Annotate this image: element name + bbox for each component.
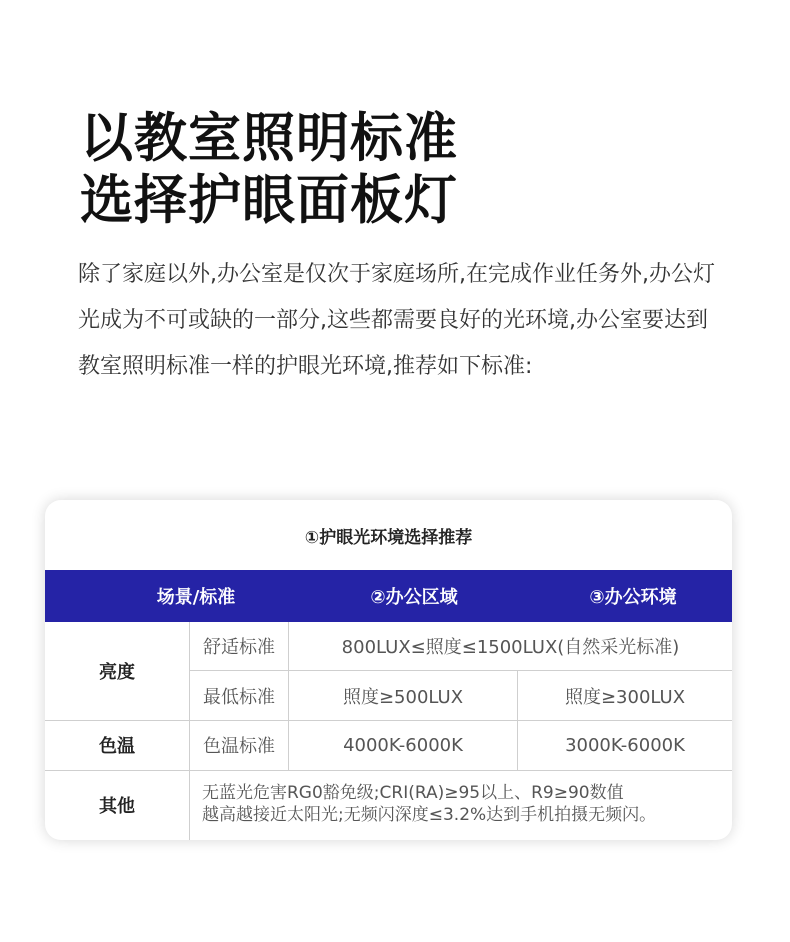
header-scene: 场景/标准	[156, 587, 236, 608]
table-header	[45, 570, 732, 622]
grid-line	[45, 770, 732, 771]
recommendation-card	[45, 500, 732, 840]
header-office-area: ②办公区域	[370, 587, 458, 608]
color-temp-office-area: 4000K-6000K	[343, 734, 463, 756]
grid-line	[189, 622, 190, 840]
other-line-1: 无蓝光危害RG0豁免级;CRI(RA)≥95以上、R9≥90数值	[202, 783, 624, 803]
sub-label-comfort: 舒适标准	[203, 637, 275, 658]
sub-label-minimum: 最低标准	[203, 686, 275, 708]
header-office-env: ③办公环境	[589, 587, 677, 608]
sub-label-color-temp: 色温标准	[203, 736, 275, 757]
other-line-2: 越高越接近太阳光;无频闪深度≤3.2%达到手机拍摄无频闪。	[202, 805, 657, 825]
grid-line	[288, 622, 289, 770]
row-label-color-temp: 色温	[99, 736, 135, 757]
min-office-area: 照度≥500LUX	[342, 686, 464, 708]
title-line-1: 以教室照明标准	[80, 108, 458, 169]
page-title	[80, 108, 458, 232]
color-temp-office-env: 3000K-6000K	[565, 734, 685, 756]
title-line-2: 选择护眼面板灯	[80, 170, 458, 231]
grid-line	[517, 671, 518, 770]
min-office-env: 照度≥300LUX	[564, 686, 686, 708]
comfort-value: 800LUX≤照度≤1500LUX(自然采光标准)	[341, 637, 680, 658]
row-label-other: 其他	[99, 796, 135, 817]
other-description	[190, 770, 732, 840]
intro-paragraph: 除了家庭以外,办公室是仅次于家庭场所,在完成作业任务外,办公灯光成为不可或缺的一部分,这些都需要良好的光环境,办公室要达到教室照明标准一样的护眼光环境,推荐如下标准:	[78, 262, 715, 379]
table-title: ①护眼光环境选择推荐	[304, 527, 473, 548]
row-label-brightness: 亮度	[99, 662, 135, 683]
grid-line	[189, 670, 732, 671]
grid-line	[45, 720, 732, 721]
